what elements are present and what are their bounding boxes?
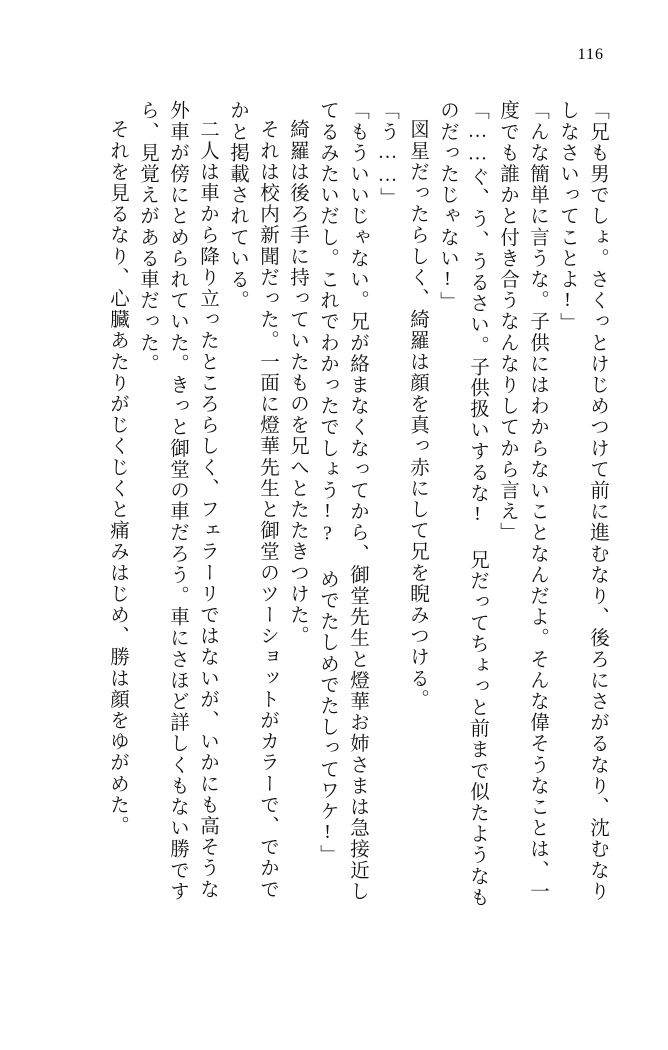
text-line: 「んな簡単に言うな。子供にはわからないことなんだよ。そんな偉そうなことは、一 [527,100,548,902]
text-line: 「う……」 [377,100,398,209]
text-line: しなさいってことよ!」 [557,100,578,334]
text-line: 度でも誰かと付き合うなんなりしてから言え」 [497,100,518,544]
text-line: てるみたいだし。これでわかったでしょう!? めでたしめでたしってワケ!」 [317,100,338,866]
vertical-text-body [48,100,612,1010]
text-line: ら、見覚えがある車だった。 [137,100,158,375]
text-line: 綺羅は後ろ手に持っていたものを兄へとたたきつけた。 [287,119,308,647]
text-line: 「……ぐ、う、うるさい。子供扱いするな! 兄だってちょっと前まで似たようなも [467,100,488,908]
text-line: それは校内新聞だった。一面に燈華先生と御堂のツーショットがカラーで、でかで [257,119,278,900]
text-line: それを見るなり、心臓あたりがじくじくと痛みはじめ、勝は顔をゆがめた。 [107,119,128,837]
text-line: 「もういいじゃない。兄が絡まなくなってから、御堂先生と燈華お姉さまは急接近し [347,100,368,902]
text-line: のだったじゃない!」 [437,100,458,313]
text-line: かと掲載されている。 [227,100,248,311]
text-line: 「兄も男でしょ。さくっとけじめつけて前に進むなり、後ろにさがるなり、沈むなり [587,100,608,902]
text-line: 二人は車から降り立ったところらしく、フェラーリではないが、いかにも高そうな [197,119,218,900]
text-line: 外車が傍にとめられていた。きっと御堂の車だろう。車にさほど詳しくもない勝です [167,100,188,902]
text-line: 図星だったらしく、綺羅は顔を真っ赤にして兄を睨みつける。 [407,119,428,710]
page-number: 116 [577,46,604,63]
